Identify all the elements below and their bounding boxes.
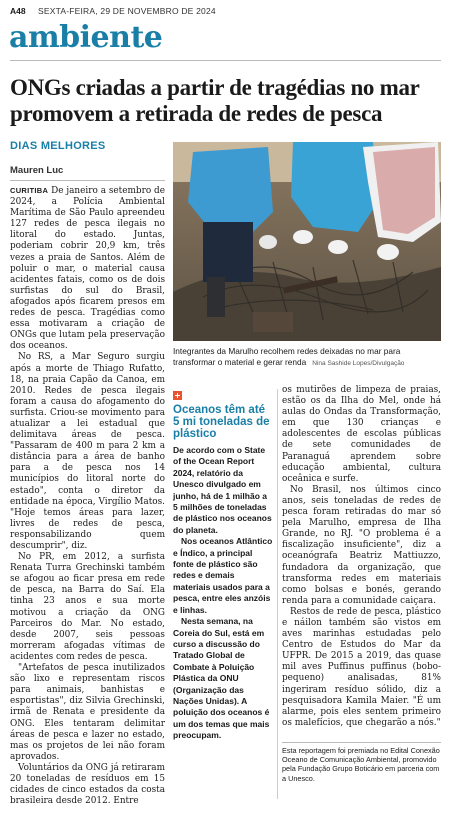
kicker: DIAS MELHORES [10, 140, 106, 152]
author-byline: Mauren Luc [10, 165, 64, 176]
sidebar-title: Oceanos têm até 5 mi toneladas de plástico [173, 404, 270, 440]
body-paragraph: Voluntários da ONG já retiraram 20 toneladas de resíduos em 15 cidades de cinco estados da costa brasileira desde 2012. Entre [10, 762, 165, 807]
body-paragraph: os mutirões de limpeza de praias, estão os da Ilha do Mel, onde há aulas do Ondas da Transformação, em que 130 crianças e adolescentes de escolas públicas de sete comunidades de Paranaguá aprendem sobre educação ambiental, cultura oceânica e surfe. [282, 385, 441, 484]
dateline: CURITIBA [10, 186, 49, 195]
sidebar-body [173, 445, 274, 742]
body-paragraph: "Artefatos de pesca inutilizados são lixo e representam riscos para animais, banhistas e esportistas", diz Silvia Grechinski, irmã de Renata e presidente da ONG. Eles tentaram delimitar áreas de pesca e lazer no estado, mas os projetos de lei não foram aprovados. [10, 663, 165, 762]
edition-date: SEXTA-FEIRA, 29 DE NOVEMBRO DE 2024 [37, 6, 216, 16]
body-paragraph: No Brasil, nos últimos cinco anos, seis toneladas de redes de pesca foram retiradas do mar só pela Marulho, empresa de Ilha Grande, no RJ. "O problema é a fiscalização insuficiente", diz a oceanógrafa Beatriz Mattiuzzo, fundadora da organização, que transforma redes em materiais como bolsas e bonés, gerando renda para a comunidade caiçara. [282, 484, 441, 606]
section-divider [10, 60, 441, 61]
section-title: ambiente [9, 20, 163, 55]
body-column-left [10, 185, 165, 807]
body-column-right [282, 385, 441, 729]
footnote-divider [282, 742, 441, 743]
body-paragraph: CURITIBA De janeiro a setembro de 2024, a Polícia Ambiental Marítima de São Paulo apreendeu 127 redes de pesca ilegais no litoral do estado. Juntas, poderiam cobrir 20,9 km, três vezes a praia de Santos. Além de poluir o mar, o material causa acidentes fatais, como os de dois surfistas do sul do Brasil, afogados após ficarem presos em redes de pesca. Tragédias como essa motivaram a criação de ONGs que lutam pela preservação dos oceanos. [10, 186, 165, 352]
body-paragraph: No PR, em 2012, a surfista Renata Turra Grechinski também se afogou ao ficar presa em rede de pesca, na Barra do Saí. Ela tinha 23 anos e sua morte motivou a criação da ONG Parceiros do Mar. No estado, desde 2007, seis pessoas morreram afogadas vítimas de acidentes com redes de pesca. [10, 552, 165, 662]
sidebar-paragraph: De acordo com o State of the Ocean Report 2024, relatório da Unesco divulgado em junho, há de 1 milhão a 5 milhões de toneladas de plástico nos oceanos do planeta. [173, 445, 272, 535]
footnote: Esta reportagem foi premiada no Edital Conexão Oceano de Comunicação Ambiental, promovido pela Fundação Grupo Boticário em parceria com a Unesco. [282, 746, 440, 783]
column-divider [277, 389, 278, 799]
sidebar-box [173, 391, 274, 742]
photo-caption [173, 346, 441, 369]
sidebar-paragraph: Nos oceanos Atlântico e Índico, a principal fonte de plástico são redes e demais materiais usados para a pesca, entre eles anzóis e linhas. [173, 536, 273, 615]
headline: ONGs criadas a partir de tragédias no mar promovem a retirada de redes de pesca [10, 75, 420, 126]
plus-square-icon [173, 391, 182, 400]
photo-illustration [173, 142, 441, 341]
caption-text: Integrantes da Marulho recolhem redes deixadas no mar para transformar o material e gerar renda [173, 346, 401, 367]
byline-divider [10, 180, 165, 181]
article-photo [173, 142, 441, 341]
body-paragraph: Restos de rede de pesca, plástico e náilon também são vistos em aves marinhas estudadas pelo Centro de Estudos do Mar da UFPR. De 2015 a 2019, das quase mil aves Puffinus puffinus (bobo-pequeno) analisadas, 81% ingeriram resíduo sólido, diz a pesquisadora Kamila Maier. "É um alarme, pois eles sentem primeiro os malefícios, que chegarão a nós." [282, 606, 441, 728]
sidebar-paragraph: Nesta semana, na Coreia do Sul, está em curso a discussão do Tratado Global de Combate à Poluição Plástica da ONU (Organização das Nações Unidas). A poluição dos oceanos é um dos temas que mais preocupam. [173, 616, 270, 741]
page-header [10, 6, 441, 20]
body-paragraph: No RS, a Mar Seguro surgiu após a morte de Thiago Rufatto, 18, na praia Capão da Canoa, em 2010. Redes de pesca ilegais foram a causa do afogamento do surfista. Criou-se movimento para atualizar a lei estadual que delimitava áreas de pesca. "Passaram de 400 m para 2 km a distância para a área de banho para a de pesca nos 14 municípios do litoral norte do estado", conta o diretor da entidade na época, Virgílio Matos. "Hoje temos áreas para lazer, livres de redes de pesca, responsabilizando quem descumprir", diz. [10, 352, 165, 551]
page-number: A48 [10, 6, 26, 16]
photo-credit: Nina Sashide Lopes/Divulgação [312, 359, 405, 367]
